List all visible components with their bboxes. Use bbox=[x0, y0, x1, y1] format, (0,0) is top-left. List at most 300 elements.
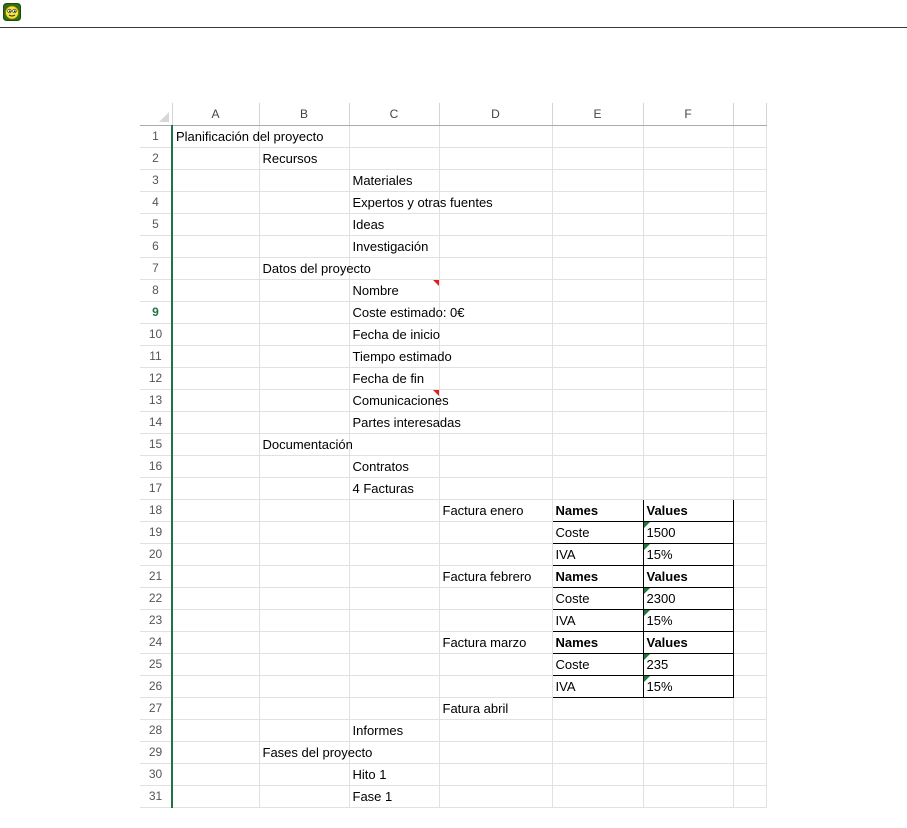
column-header-f[interactable]: F bbox=[643, 103, 733, 125]
cell-c20[interactable] bbox=[349, 543, 439, 565]
cell-c30[interactable] bbox=[349, 763, 439, 785]
cell-b26[interactable] bbox=[259, 675, 349, 697]
cell-c24[interactable] bbox=[349, 631, 439, 653]
cell-d3[interactable] bbox=[439, 169, 552, 191]
row-header[interactable]: 22 bbox=[140, 587, 172, 609]
cell-b24[interactable] bbox=[259, 631, 349, 653]
cell-e19[interactable] bbox=[552, 521, 643, 543]
cell-text: Fecha de inicio bbox=[352, 326, 440, 342]
cell-e8[interactable] bbox=[552, 279, 643, 301]
cell-d20[interactable] bbox=[439, 543, 552, 565]
cell-d19[interactable] bbox=[439, 521, 552, 543]
row-header[interactable]: 4 bbox=[140, 191, 172, 213]
cell-c19[interactable] bbox=[349, 521, 439, 543]
cell-a26[interactable] bbox=[172, 675, 259, 697]
cell-f20[interactable] bbox=[643, 543, 733, 565]
table-row bbox=[140, 323, 766, 345]
row-header[interactable]: 6 bbox=[140, 235, 172, 257]
cell-g19[interactable] bbox=[733, 521, 766, 543]
row-header[interactable]: 19 bbox=[140, 521, 172, 543]
cell-b30[interactable] bbox=[259, 763, 349, 785]
cell-g27[interactable] bbox=[733, 697, 766, 719]
cell-d8[interactable] bbox=[439, 279, 552, 301]
column-header-e[interactable]: E bbox=[552, 103, 643, 125]
cell-c22[interactable] bbox=[349, 587, 439, 609]
cell-d7[interactable] bbox=[439, 257, 552, 279]
cell-d13[interactable] bbox=[439, 389, 552, 411]
table-row bbox=[140, 697, 766, 719]
cell-d1[interactable] bbox=[439, 125, 552, 147]
cell-text: Ideas bbox=[352, 216, 385, 232]
cell-a23[interactable] bbox=[172, 609, 259, 631]
cell-b7[interactable] bbox=[259, 257, 371, 279]
cell-f5[interactable] bbox=[643, 213, 733, 235]
cell-b19[interactable] bbox=[259, 521, 349, 543]
cell-e12[interactable] bbox=[552, 367, 643, 389]
cell-f25[interactable] bbox=[643, 653, 733, 675]
cell-e31[interactable] bbox=[552, 785, 643, 807]
cell-text: Tiempo estimado bbox=[352, 348, 452, 364]
cell-d29[interactable] bbox=[439, 741, 552, 763]
row-header[interactable]: 25 bbox=[140, 653, 172, 675]
row-header[interactable]: 18 bbox=[140, 499, 172, 521]
row-header[interactable]: 23 bbox=[140, 609, 172, 631]
cell-f6[interactable] bbox=[643, 235, 733, 257]
cell-e16[interactable] bbox=[552, 455, 643, 477]
cell-f29[interactable] bbox=[643, 741, 733, 763]
cell-c27[interactable] bbox=[349, 697, 439, 719]
cell-g23[interactable] bbox=[733, 609, 766, 631]
cell-g9[interactable] bbox=[733, 301, 766, 323]
cell-f31[interactable] bbox=[643, 785, 733, 807]
cell-e30[interactable] bbox=[552, 763, 643, 785]
cell-text: Expertos y otras fuentes bbox=[352, 194, 493, 210]
cell-c5[interactable] bbox=[349, 213, 439, 235]
cell-text: 4 Facturas bbox=[352, 480, 414, 496]
cell-e29[interactable] bbox=[552, 741, 643, 763]
cell-b28[interactable] bbox=[259, 719, 349, 741]
table-row bbox=[140, 565, 766, 587]
cell-a20[interactable] bbox=[172, 543, 259, 565]
cell-c28[interactable] bbox=[349, 719, 439, 741]
cell-d26[interactable] bbox=[439, 675, 552, 697]
cell-g8[interactable] bbox=[733, 279, 766, 301]
cell-e21[interactable] bbox=[552, 565, 643, 587]
cell-b4[interactable] bbox=[259, 191, 349, 213]
cell-e9[interactable] bbox=[552, 301, 643, 323]
cell-c10[interactable] bbox=[349, 323, 439, 345]
cell-f26[interactable] bbox=[643, 675, 733, 697]
cell-a21[interactable] bbox=[172, 565, 259, 587]
column-header-d[interactable]: D bbox=[439, 103, 552, 125]
table-row bbox=[140, 587, 766, 609]
cell-f1[interactable] bbox=[643, 125, 733, 147]
cell-c21[interactable] bbox=[349, 565, 439, 587]
cell-b12[interactable] bbox=[259, 367, 349, 389]
cell-f18[interactable] bbox=[643, 499, 733, 521]
table-row bbox=[140, 455, 766, 477]
row-header[interactable]: 28 bbox=[140, 719, 172, 741]
cell-text: IVA bbox=[555, 678, 576, 694]
worksheet-grid bbox=[140, 103, 767, 808]
column-header-b[interactable]: B bbox=[259, 103, 349, 125]
cell-c23[interactable] bbox=[349, 609, 439, 631]
cell-c25[interactable] bbox=[349, 653, 439, 675]
cell-g17[interactable] bbox=[733, 477, 766, 499]
cell-f28[interactable] bbox=[643, 719, 733, 741]
cell-a6[interactable] bbox=[172, 235, 259, 257]
cell-b27[interactable] bbox=[259, 697, 349, 719]
table-row bbox=[140, 191, 766, 213]
cell-c3[interactable] bbox=[349, 169, 439, 191]
cell-b14[interactable] bbox=[259, 411, 349, 433]
cell-g21[interactable] bbox=[733, 565, 766, 587]
cell-text: Factura enero bbox=[442, 502, 524, 518]
cell-g18[interactable] bbox=[733, 499, 766, 521]
table-row bbox=[140, 741, 766, 763]
cell-d15[interactable] bbox=[439, 433, 552, 455]
column-header-a[interactable]: A bbox=[172, 103, 259, 125]
cell-e5[interactable] bbox=[552, 213, 643, 235]
cell-g6[interactable] bbox=[733, 235, 766, 257]
cell-b3[interactable] bbox=[259, 169, 349, 191]
cell-b9[interactable] bbox=[259, 301, 349, 323]
cell-d5[interactable] bbox=[439, 213, 552, 235]
cell-g5[interactable] bbox=[733, 213, 766, 235]
row-header[interactable]: 14 bbox=[140, 411, 172, 433]
cell-f3[interactable] bbox=[643, 169, 733, 191]
cell-g14[interactable] bbox=[733, 411, 766, 433]
row-header[interactable]: 26 bbox=[140, 675, 172, 697]
cell-f21[interactable] bbox=[643, 565, 733, 587]
cell-f19[interactable] bbox=[643, 521, 733, 543]
cell-e6[interactable] bbox=[552, 235, 643, 257]
smiley-app-icon[interactable] bbox=[3, 3, 21, 21]
cell-e3[interactable] bbox=[552, 169, 643, 191]
cell-e14[interactable] bbox=[552, 411, 643, 433]
cell-a5[interactable] bbox=[172, 213, 259, 235]
cell-text: Nombre bbox=[352, 282, 399, 298]
cell-d17[interactable] bbox=[439, 477, 552, 499]
cell-c4[interactable] bbox=[349, 191, 493, 213]
cell-e15[interactable] bbox=[552, 433, 643, 455]
row-header[interactable]: 31 bbox=[140, 785, 172, 807]
cell-a1[interactable] bbox=[172, 125, 324, 147]
cell-e23[interactable] bbox=[552, 609, 643, 631]
cell-g7[interactable] bbox=[733, 257, 766, 279]
cell-g1[interactable] bbox=[733, 125, 766, 147]
cell-d12[interactable] bbox=[439, 367, 552, 389]
cell-e13[interactable] bbox=[552, 389, 643, 411]
cell-text: 15% bbox=[646, 612, 673, 628]
cell-b29[interactable] bbox=[259, 741, 373, 763]
cell-d16[interactable] bbox=[439, 455, 552, 477]
cell-e26[interactable] bbox=[552, 675, 643, 697]
table-row bbox=[140, 345, 766, 367]
row-header[interactable]: 17 bbox=[140, 477, 172, 499]
table-row bbox=[140, 543, 766, 565]
cell-text: Values bbox=[646, 502, 688, 518]
cell-text: Names bbox=[555, 502, 599, 518]
row-header[interactable]: 20 bbox=[140, 543, 172, 565]
select-all-corner[interactable] bbox=[140, 103, 172, 125]
cell-text: 1500 bbox=[646, 524, 676, 540]
cell-c15[interactable] bbox=[349, 433, 439, 455]
cell-e20[interactable] bbox=[552, 543, 643, 565]
cell-text: Fecha de fin bbox=[352, 370, 425, 386]
cell-g2[interactable] bbox=[733, 147, 766, 169]
cell-f27[interactable] bbox=[643, 697, 733, 719]
cell-c8[interactable] bbox=[349, 279, 439, 301]
cell-d18[interactable] bbox=[439, 499, 552, 521]
cell-d27[interactable] bbox=[439, 697, 552, 719]
cell-g29[interactable] bbox=[733, 741, 766, 763]
cell-b18[interactable] bbox=[259, 499, 349, 521]
row-header[interactable]: 21 bbox=[140, 565, 172, 587]
cell-e11[interactable] bbox=[552, 345, 643, 367]
cell-g25[interactable] bbox=[733, 653, 766, 675]
row-header[interactable]: 29 bbox=[140, 741, 172, 763]
cell-c31[interactable] bbox=[349, 785, 439, 807]
cell-a9[interactable] bbox=[172, 301, 259, 323]
cell-a3[interactable] bbox=[172, 169, 259, 191]
row-header[interactable]: 2 bbox=[140, 147, 172, 169]
cell-a15[interactable] bbox=[172, 433, 259, 455]
cell-a31[interactable] bbox=[172, 785, 259, 807]
cell-f23[interactable] bbox=[643, 609, 733, 631]
cell-c11[interactable] bbox=[349, 345, 452, 367]
cell-e17[interactable] bbox=[552, 477, 643, 499]
row-header[interactable]: 3 bbox=[140, 169, 172, 191]
table-row bbox=[140, 257, 766, 279]
cell-g12[interactable] bbox=[733, 367, 766, 389]
cell-a12[interactable] bbox=[172, 367, 259, 389]
cell-a2[interactable] bbox=[172, 147, 259, 169]
cell-text: 15% bbox=[646, 678, 673, 694]
cell-b13[interactable] bbox=[259, 389, 349, 411]
cell-text: Recursos bbox=[262, 150, 318, 166]
cell-g15[interactable] bbox=[733, 433, 766, 455]
cell-d23[interactable] bbox=[439, 609, 552, 631]
cell-b17[interactable] bbox=[259, 477, 349, 499]
cell-f17[interactable] bbox=[643, 477, 733, 499]
row-header[interactable]: 27 bbox=[140, 697, 172, 719]
cell-f12[interactable] bbox=[643, 367, 733, 389]
cell-e1[interactable] bbox=[552, 125, 643, 147]
cell-b2[interactable] bbox=[259, 147, 349, 169]
cell-d25[interactable] bbox=[439, 653, 552, 675]
cell-b15[interactable] bbox=[259, 433, 353, 455]
cell-f24[interactable] bbox=[643, 631, 733, 653]
cell-g31[interactable] bbox=[733, 785, 766, 807]
cell-a10[interactable] bbox=[172, 323, 259, 345]
cell-c2[interactable] bbox=[349, 147, 439, 169]
row-header[interactable]: 1 bbox=[140, 125, 172, 147]
cell-a29[interactable] bbox=[172, 741, 259, 763]
window-title-bar bbox=[0, 0, 907, 28]
cell-c9[interactable] bbox=[349, 301, 465, 323]
cell-text: Fases del proyecto bbox=[262, 744, 373, 760]
cell-e28[interactable] bbox=[552, 719, 643, 741]
cell-e27[interactable] bbox=[552, 697, 643, 719]
table-row bbox=[140, 301, 766, 323]
cell-d22[interactable] bbox=[439, 587, 552, 609]
cell-d21[interactable] bbox=[439, 565, 552, 587]
cell-b25[interactable] bbox=[259, 653, 349, 675]
cell-b21[interactable] bbox=[259, 565, 349, 587]
cell-f7[interactable] bbox=[643, 257, 733, 279]
row-header[interactable]: 10 bbox=[140, 323, 172, 345]
table-row bbox=[140, 653, 766, 675]
table-row bbox=[140, 499, 766, 521]
column-header-c[interactable]: C bbox=[349, 103, 439, 125]
table-row bbox=[140, 609, 766, 631]
cell-g13[interactable] bbox=[733, 389, 766, 411]
cell-a14[interactable] bbox=[172, 411, 259, 433]
cell-c13[interactable] bbox=[349, 389, 449, 411]
cell-f2[interactable] bbox=[643, 147, 733, 169]
cell-f10[interactable] bbox=[643, 323, 733, 345]
cell-c17[interactable] bbox=[349, 477, 439, 499]
cell-d11[interactable] bbox=[439, 345, 552, 367]
cell-e22[interactable] bbox=[552, 587, 643, 609]
row-header[interactable]: 7 bbox=[140, 257, 172, 279]
row-header[interactable]: 15 bbox=[140, 433, 172, 455]
cell-a4[interactable] bbox=[172, 191, 259, 213]
cell-f22[interactable] bbox=[643, 587, 733, 609]
table-row bbox=[140, 763, 766, 785]
cell-e4[interactable] bbox=[552, 191, 643, 213]
cell-b11[interactable] bbox=[259, 345, 349, 367]
cell-c14[interactable] bbox=[349, 411, 461, 433]
cell-a28[interactable] bbox=[172, 719, 259, 741]
cell-text: IVA bbox=[555, 612, 576, 628]
cell-g10[interactable] bbox=[733, 323, 766, 345]
cell-text: IVA bbox=[555, 546, 576, 562]
cell-f8[interactable] bbox=[643, 279, 733, 301]
row-header[interactable]: 13 bbox=[140, 389, 172, 411]
cell-d28[interactable] bbox=[439, 719, 552, 741]
cell-f15[interactable] bbox=[643, 433, 733, 455]
cell-b16[interactable] bbox=[259, 455, 349, 477]
cell-a7[interactable] bbox=[172, 257, 259, 279]
cell-g30[interactable] bbox=[733, 763, 766, 785]
cell-b8[interactable] bbox=[259, 279, 349, 301]
cell-e7[interactable] bbox=[552, 257, 643, 279]
cell-e2[interactable] bbox=[552, 147, 643, 169]
row-header[interactable]: 12 bbox=[140, 367, 172, 389]
cell-f30[interactable] bbox=[643, 763, 733, 785]
cell-b5[interactable] bbox=[259, 213, 349, 235]
cell-text: Partes interesadas bbox=[352, 414, 461, 430]
cell-g22[interactable] bbox=[733, 587, 766, 609]
cell-d30[interactable] bbox=[439, 763, 552, 785]
column-header-row bbox=[140, 103, 766, 125]
row-header[interactable]: 5 bbox=[140, 213, 172, 235]
cell-g24[interactable] bbox=[733, 631, 766, 653]
cell-a30[interactable] bbox=[172, 763, 259, 785]
cell-f14[interactable] bbox=[643, 411, 733, 433]
cell-c12[interactable] bbox=[349, 367, 439, 389]
cell-text: 2300 bbox=[646, 590, 676, 606]
table-row bbox=[140, 675, 766, 697]
cell-g16[interactable] bbox=[733, 455, 766, 477]
cell-a18[interactable] bbox=[172, 499, 259, 521]
cell-c18[interactable] bbox=[349, 499, 439, 521]
column-header-g[interactable] bbox=[733, 103, 766, 125]
cell-d31[interactable] bbox=[439, 785, 552, 807]
cell-d2[interactable] bbox=[439, 147, 552, 169]
cell-a8[interactable] bbox=[172, 279, 259, 301]
table-row bbox=[140, 213, 766, 235]
cell-f13[interactable] bbox=[643, 389, 733, 411]
table-row bbox=[140, 477, 766, 499]
cell-a25[interactable] bbox=[172, 653, 259, 675]
cell-b31[interactable] bbox=[259, 785, 349, 807]
cell-a19[interactable] bbox=[172, 521, 259, 543]
cell-e18[interactable] bbox=[552, 499, 643, 521]
cell-d6[interactable] bbox=[439, 235, 552, 257]
cell-g3[interactable] bbox=[733, 169, 766, 191]
cell-e10[interactable] bbox=[552, 323, 643, 345]
cell-text: Coste estimado: 0€ bbox=[352, 304, 465, 320]
cell-a11[interactable] bbox=[172, 345, 259, 367]
cell-a17[interactable] bbox=[172, 477, 259, 499]
row-header[interactable]: 11 bbox=[140, 345, 172, 367]
cell-a27[interactable] bbox=[172, 697, 259, 719]
table-row bbox=[140, 411, 766, 433]
cell-b23[interactable] bbox=[259, 609, 349, 631]
table-row bbox=[140, 125, 766, 147]
cell-f4[interactable] bbox=[643, 191, 733, 213]
cell-c1[interactable] bbox=[349, 125, 439, 147]
cell-a16[interactable] bbox=[172, 455, 259, 477]
cell-text: Contratos bbox=[352, 458, 409, 474]
cell-f16[interactable] bbox=[643, 455, 733, 477]
cell-c6[interactable] bbox=[349, 235, 439, 257]
cell-g28[interactable] bbox=[733, 719, 766, 741]
cell-text: Informes bbox=[352, 722, 404, 738]
cell-a24[interactable] bbox=[172, 631, 259, 653]
row-header[interactable]: 8 bbox=[140, 279, 172, 301]
row-header[interactable]: 16 bbox=[140, 455, 172, 477]
cell-f9[interactable] bbox=[643, 301, 733, 323]
cell-a22[interactable] bbox=[172, 587, 259, 609]
cell-g4[interactable] bbox=[733, 191, 766, 213]
comment-indicator-icon[interactable] bbox=[433, 280, 439, 286]
cell-g11[interactable] bbox=[733, 345, 766, 367]
cell-c16[interactable] bbox=[349, 455, 439, 477]
cell-f11[interactable] bbox=[643, 345, 733, 367]
cell-g26[interactable] bbox=[733, 675, 766, 697]
row-header[interactable]: 9 bbox=[140, 301, 172, 323]
row-header[interactable]: 24 bbox=[140, 631, 172, 653]
cell-a13[interactable] bbox=[172, 389, 259, 411]
cell-e24[interactable] bbox=[552, 631, 643, 653]
cell-d24[interactable] bbox=[439, 631, 552, 653]
cell-b10[interactable] bbox=[259, 323, 349, 345]
cell-d10[interactable] bbox=[439, 323, 552, 345]
cell-b6[interactable] bbox=[259, 235, 349, 257]
cell-e25[interactable] bbox=[552, 653, 643, 675]
cell-g20[interactable] bbox=[733, 543, 766, 565]
cell-b20[interactable] bbox=[259, 543, 349, 565]
cell-text: Names bbox=[555, 568, 599, 584]
table-row bbox=[140, 389, 766, 411]
cell-c26[interactable] bbox=[349, 675, 439, 697]
row-header[interactable]: 30 bbox=[140, 763, 172, 785]
cell-b22[interactable] bbox=[259, 587, 349, 609]
